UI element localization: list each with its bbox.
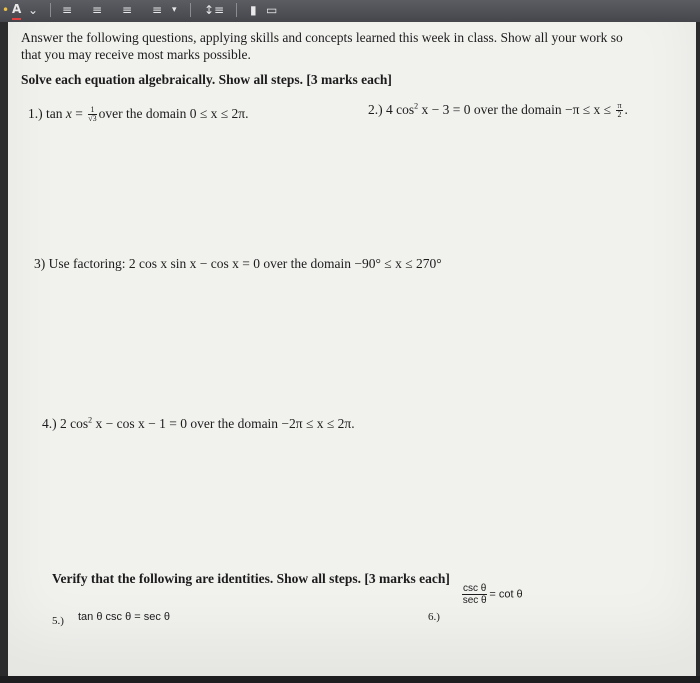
- q6-frac-denominator: sec θ: [462, 595, 487, 606]
- q6-label: 6.): [428, 611, 440, 623]
- formatting-toolbar: [0, 0, 700, 22]
- q1-frac-denominator: √3: [88, 114, 97, 124]
- q2-middle: x − 3 = 0 over the domain −π ≤ x ≤: [418, 102, 615, 117]
- q5-label: 5.): [52, 615, 64, 627]
- bullet-icon[interactable]: •: [2, 3, 10, 17]
- q2-frac-denominator: 2: [617, 110, 622, 120]
- chevron-down-icon[interactable]: ▾: [172, 5, 177, 15]
- q1-suffix: over the domain 0 ≤ x ≤ 2π.: [98, 106, 249, 121]
- question-6-expression: [460, 583, 523, 606]
- q1-prefix: 1.) tan: [28, 106, 66, 121]
- q2-end: .: [624, 102, 628, 117]
- page-break-icon[interactable]: ▭: [266, 3, 278, 17]
- question-1: [28, 106, 249, 123]
- question-2: [368, 102, 628, 119]
- toolbar-divider: [236, 3, 237, 17]
- section-heading-solve: Solve each equation algebraically. Show all steps. [3 marks each]: [21, 72, 392, 87]
- bottom-edge: [0, 676, 700, 683]
- q4-exponent: 2: [88, 415, 93, 425]
- font-color-button[interactable]: A: [12, 2, 21, 20]
- q1-variable: x: [65, 106, 72, 121]
- align-left-icon[interactable]: ≡: [62, 3, 73, 17]
- chevron-down-icon[interactable]: ⌄: [28, 3, 39, 17]
- q4-prefix: 4.) 2 cos: [42, 416, 89, 431]
- q1-equals: =: [71, 106, 87, 121]
- section-heading-verify: Verify that the following are identities. Show all steps. [3 marks each]: [52, 571, 450, 586]
- q6-frac-numerator: csc θ: [463, 583, 487, 594]
- q6-fraction: [462, 583, 487, 606]
- q2-exponent: 2: [414, 101, 419, 111]
- intro-line-2: that you may receive most marks possible.: [21, 47, 251, 62]
- toolbar-divider: [190, 3, 191, 17]
- q2-frac-numerator: π: [617, 101, 622, 111]
- toolbar-divider: [50, 3, 51, 17]
- q1-frac-numerator: 1: [88, 106, 96, 115]
- justify-icon[interactable]: ≡: [152, 3, 163, 17]
- align-center-icon[interactable]: ≡: [92, 3, 103, 17]
- q6-rhs: = cot θ: [489, 588, 523, 601]
- question-3: 3) Use factoring: 2 cos x sin x − cos x = 0 over the domain −90° ≤ x ≤ 270°: [34, 256, 442, 271]
- line-spacing-icon[interactable]: ↕≡: [204, 3, 225, 17]
- indent-icon[interactable]: ▮: [250, 3, 257, 17]
- align-right-icon[interactable]: ≡: [122, 3, 133, 17]
- intro-line-1: Answer the following questions, applying skills and concepts learned this week in class. Show all your work so: [21, 30, 623, 45]
- q2-fraction: [616, 102, 622, 119]
- q1-fraction: [88, 106, 96, 123]
- question-4: [42, 416, 355, 432]
- q4-rest: x − cos x − 1 = 0 over the domain −2π ≤ x ≤ 2π.: [92, 416, 355, 431]
- document-page: [8, 22, 696, 677]
- q2-prefix: 2.) 4 cos: [368, 102, 415, 117]
- q5-expression: tan θ csc θ = sec θ: [78, 611, 171, 623]
